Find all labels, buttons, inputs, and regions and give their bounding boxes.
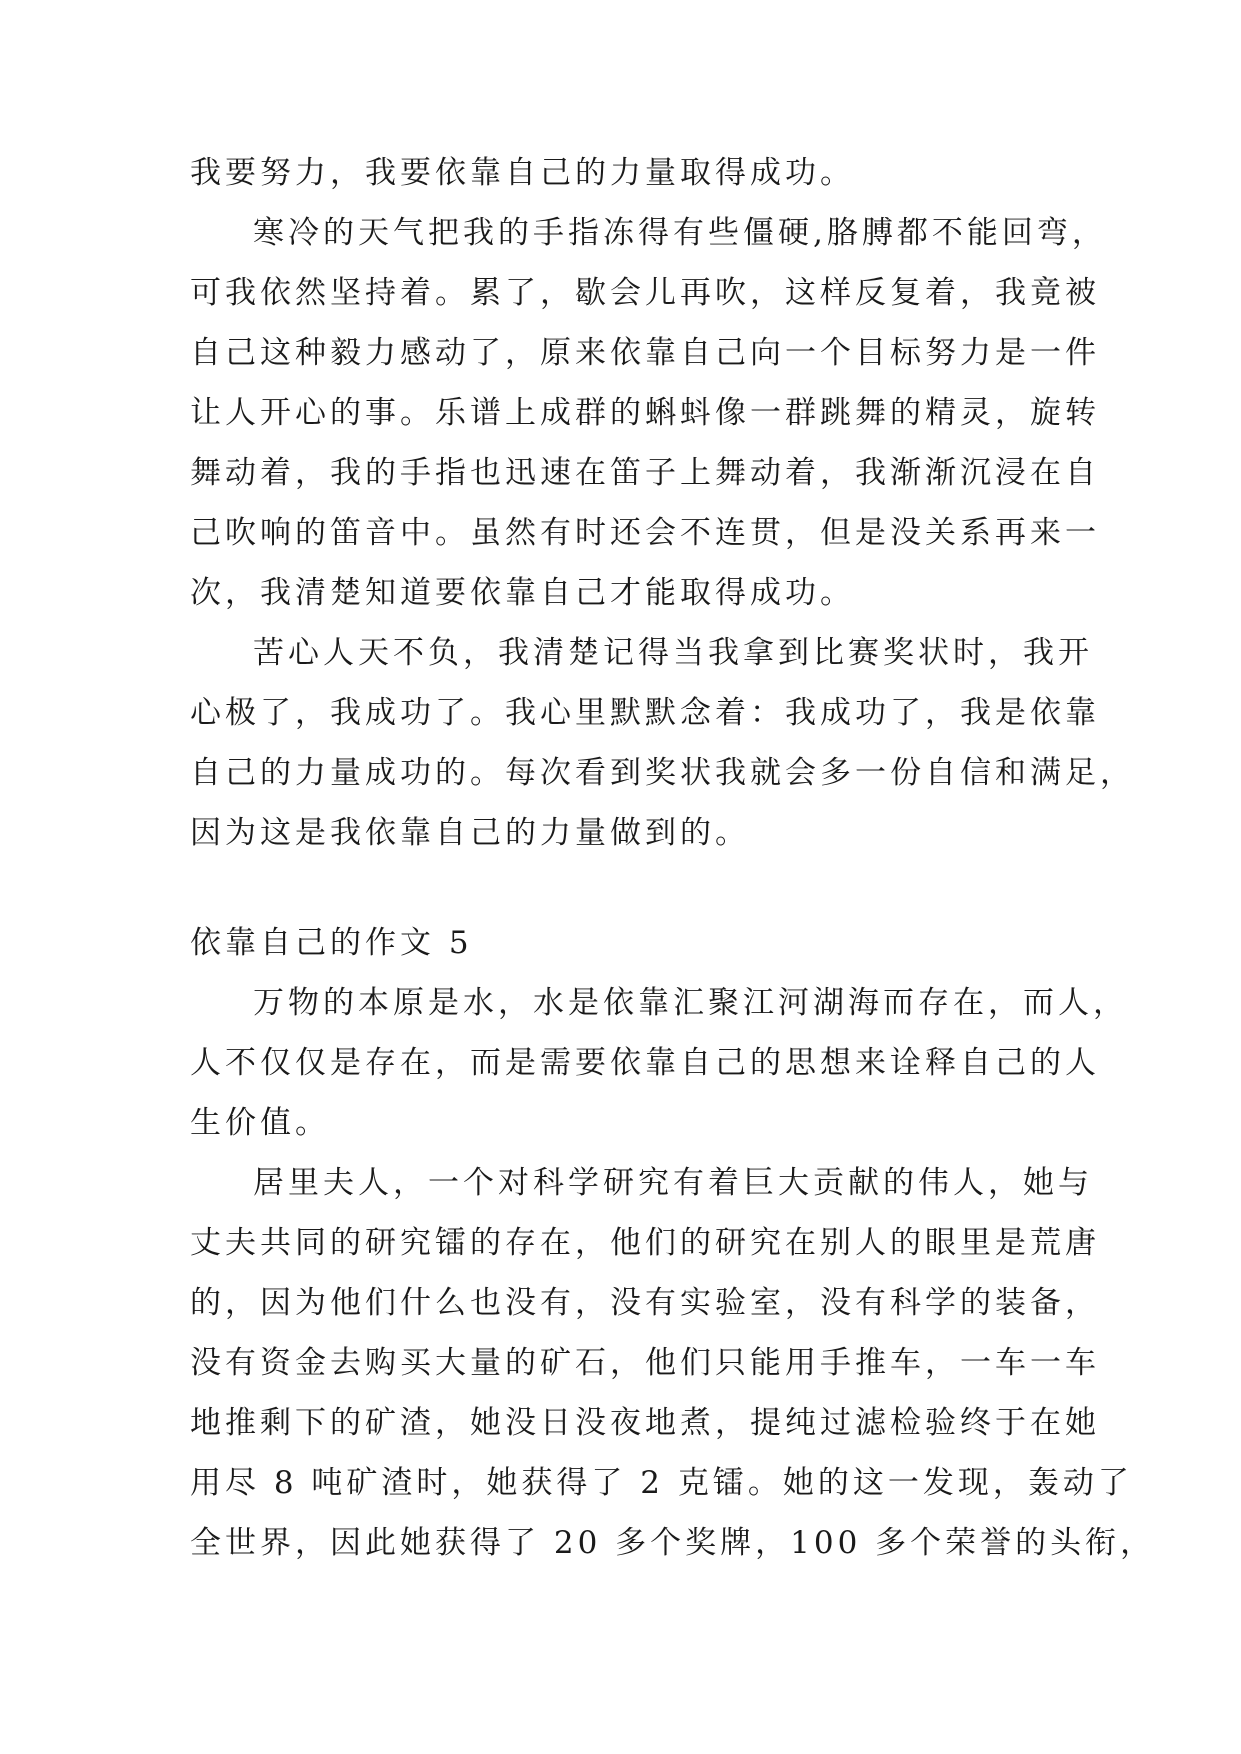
text-line: 自己的力量成功的。每次看到奖状我就会多一份自信和满足， — [190, 755, 1135, 791]
text-line: 让人开心的事。乐谱上成群的蝌蚪像一群跳舞的精灵，旋转 — [190, 395, 1100, 431]
text-line: 的，因为他们什么也没有，没有实验室，没有科学的装备， — [190, 1285, 1100, 1321]
text-line: 自己这种毅力感动了，原来依靠自己向一个目标努力是一件 — [190, 335, 1100, 371]
text-line: 次，我清楚知道要依靠自己才能取得成功。 — [190, 575, 855, 611]
text-line: 全世界，因此她获得了 20 多个奖牌，100 多个荣誉的头衔， — [190, 1525, 1156, 1561]
text-line: 可我依然坚持着。累了，歇会儿再吹，这样反复着，我竟被 — [190, 275, 1100, 311]
text-line: 寒冷的天气把我的手指冻得有些僵硬,胳膊都不能回弯， — [253, 215, 1107, 251]
text-line: 万物的本原是水，水是依靠汇聚江河湖海而存在，而人， — [253, 985, 1128, 1021]
text-line: 居里夫人，一个对科学研究有着巨大贡献的伟人，她与 — [253, 1165, 1093, 1201]
text-line: 因为这是我依靠自己的力量做到的。 — [190, 815, 750, 851]
text-line: 心极了，我成功了。我心里默默念着：我成功了，我是依靠 — [190, 695, 1100, 731]
text-line: 没有资金去购买大量的矿石，他们只能用手推车，一车一车 — [190, 1345, 1100, 1381]
text-line: 丈夫共同的研究镭的存在，他们的研究在别人的眼里是荒唐 — [190, 1225, 1100, 1261]
text-line: 人不仅仅是存在，而是需要依靠自己的思想来诠释自己的人 — [190, 1045, 1100, 1081]
text-line: 用尽 8 吨矿渣时，她获得了 2 克镭。她的这一发现，轰动了 — [190, 1465, 1133, 1501]
text-line: 我要努力，我要依靠自己的力量取得成功。 — [190, 155, 855, 191]
text-line: 地推剩下的矿渣，她没日没夜地煮，提纯过滤检验终于在她 — [190, 1405, 1100, 1441]
text-line: 己吹响的笛音中。虽然有时还会不连贯，但是没关系再来一 — [190, 515, 1100, 551]
text-line: 舞动着，我的手指也迅速在笛子上舞动着，我渐渐沉浸在自 — [190, 455, 1100, 491]
text-line: 生价值。 — [190, 1105, 330, 1141]
text-line: 苦心人天不负，我清楚记得当我拿到比赛奖状时，我开 — [253, 635, 1093, 671]
section-heading: 依靠自己的作文 5 — [190, 925, 473, 961]
